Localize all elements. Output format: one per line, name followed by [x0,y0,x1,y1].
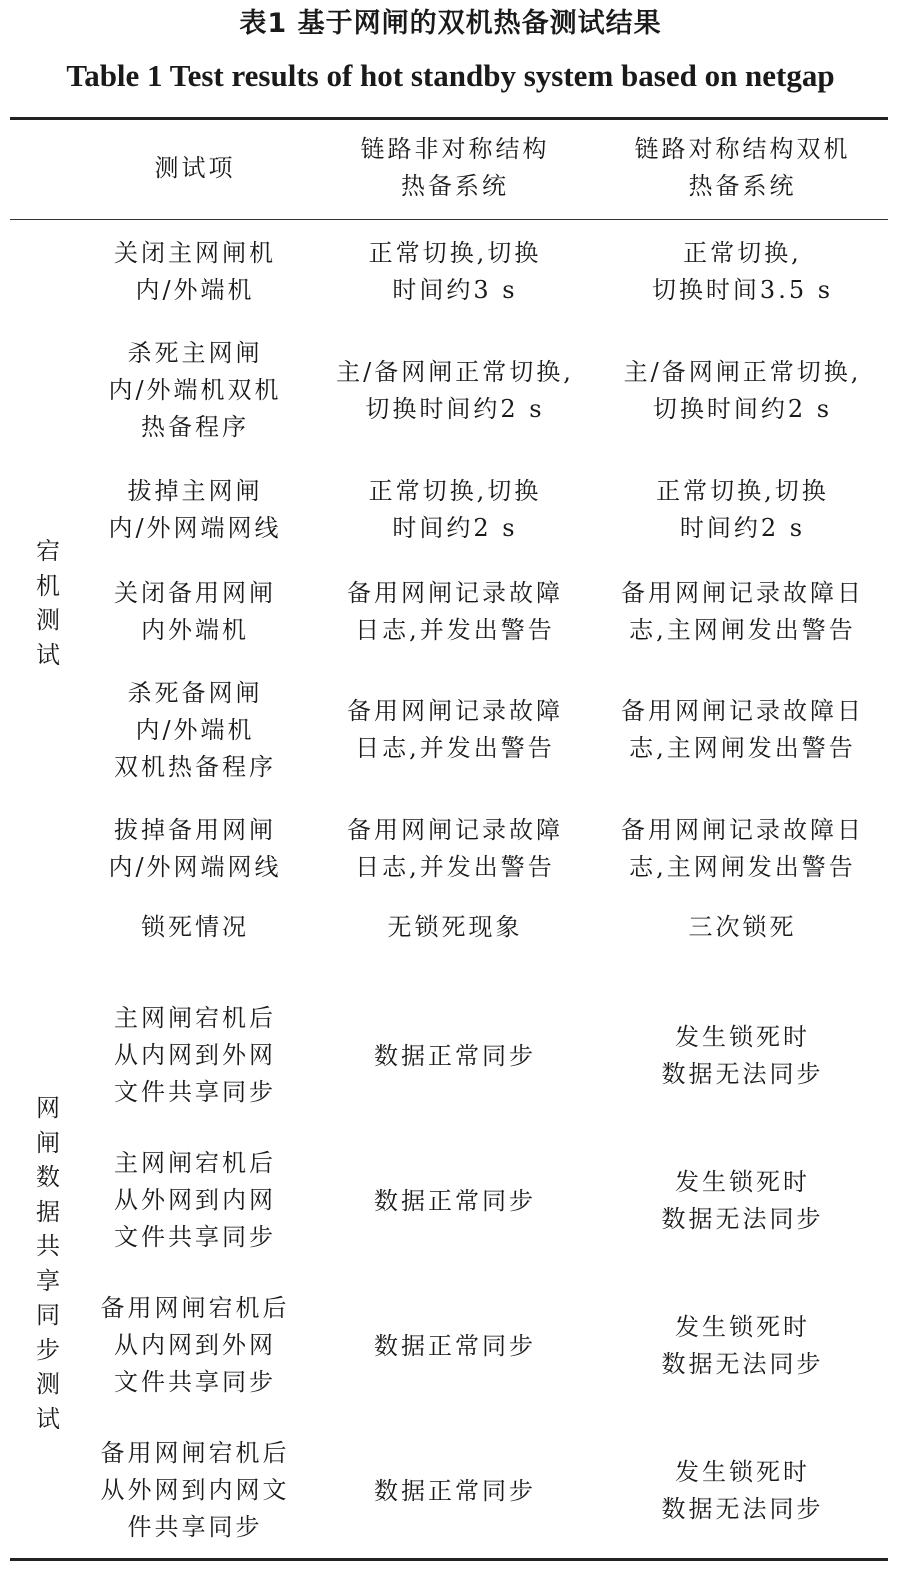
table-row-6-item: 拔掉备用网闸 内/外网端网线 [108,816,282,881]
table-row-2-asym: 主/备网闸正常切换, 切换时间约2 s [336,357,574,423]
group-label-sync-test: 网 闸 数 据 共 享 同 步 测 试 [36,1094,60,1433]
table-row-9-item: 主网闸宕机后 从外网到内网 文件共享同步 [114,1149,276,1251]
top-rule [10,117,888,120]
table-row-1-asym: 正常切换,切换 时间约3 s [368,239,542,304]
table-row-8-asym: 数据正常同步 [374,1041,536,1070]
table-row-10-item: 备用网闸宕机后 从内网到外网 文件共享同步 [100,1294,290,1396]
table-row-4-item: 关闭备用网闸 内外端机 [114,579,276,644]
table-row-9-asym: 数据正常同步 [374,1186,536,1215]
table-row-6-asym: 备用网闸记录故障 日志,并发出警告 [347,816,563,881]
table-row-1-sym: 正常切换, 切换时间3.5 s [651,239,834,304]
group-label-downtime-test: 宕 机 测 试 [36,537,60,669]
table-row-7-item: 锁死情况 [141,912,249,941]
table-row-5-asym: 备用网闸记录故障 日志,并发出警告 [347,697,563,762]
table-row-5-sym: 备用网闸记录故障日 志,主网闸发出警告 [621,697,864,762]
table-row-10-asym: 数据正常同步 [374,1331,536,1360]
table-row-6-sym: 备用网闸记录故障日 志,主网闸发出警告 [621,816,864,881]
table-row-11-asym: 数据正常同步 [374,1476,536,1505]
table-row-10-sym: 发生锁死时 数据无法同步 [661,1313,824,1378]
table-title-english: Table 1 Test results of hot standby system based on netgap [66,58,835,93]
table-row-11-item: 备用网闸宕机后 从外网到内网文 件共享同步 [100,1439,290,1541]
table-row-3-asym: 正常切换,切换 时间约2 s [368,477,542,542]
table-row-8-item: 主网闸宕机后 从内网到外网 文件共享同步 [114,1004,276,1106]
header-rule [10,219,888,220]
table-row-9-sym: 发生锁死时 数据无法同步 [661,1168,824,1233]
table-row-3-item: 拔掉主网闸 内/外网端网线 [108,477,282,542]
table-row-8-sym: 发生锁死时 数据无法同步 [661,1023,824,1088]
table-row-7-asym: 无锁死现象 [387,912,523,941]
table-row-2-item: 杀死主网闸 内/外端机双机 热备程序 [108,339,282,441]
table-row-2-sym: 主/备网闸正常切换, 切换时间约2 s [623,357,862,423]
header-symmetric: 链路对称结构双机 热备系统 [634,135,851,200]
header-test-item: 测试项 [154,153,236,182]
bottom-rule [10,1558,888,1561]
table-row-3-sym: 正常切换,切换 时间约2 s [656,477,829,542]
table-row-7-sym: 三次锁死 [688,912,797,941]
table-row-4-sym: 备用网闸记录故障日 志,主网闸发出警告 [621,579,864,644]
table-row-4-asym: 备用网闸记录故障 日志,并发出警告 [347,579,563,644]
header-asymmetric: 链路非对称结构 热备系统 [360,135,550,200]
table-title-chinese: 表1 基于网闸的双机热备测试结果 [239,8,662,39]
table-row-5-item: 杀死备网闸 内/外端机 双机热备程序 [114,679,276,781]
table-row-11-sym: 发生锁死时 数据无法同步 [661,1458,824,1523]
table-row-1-item: 关闭主网闸机 内/外端机 [114,239,276,304]
